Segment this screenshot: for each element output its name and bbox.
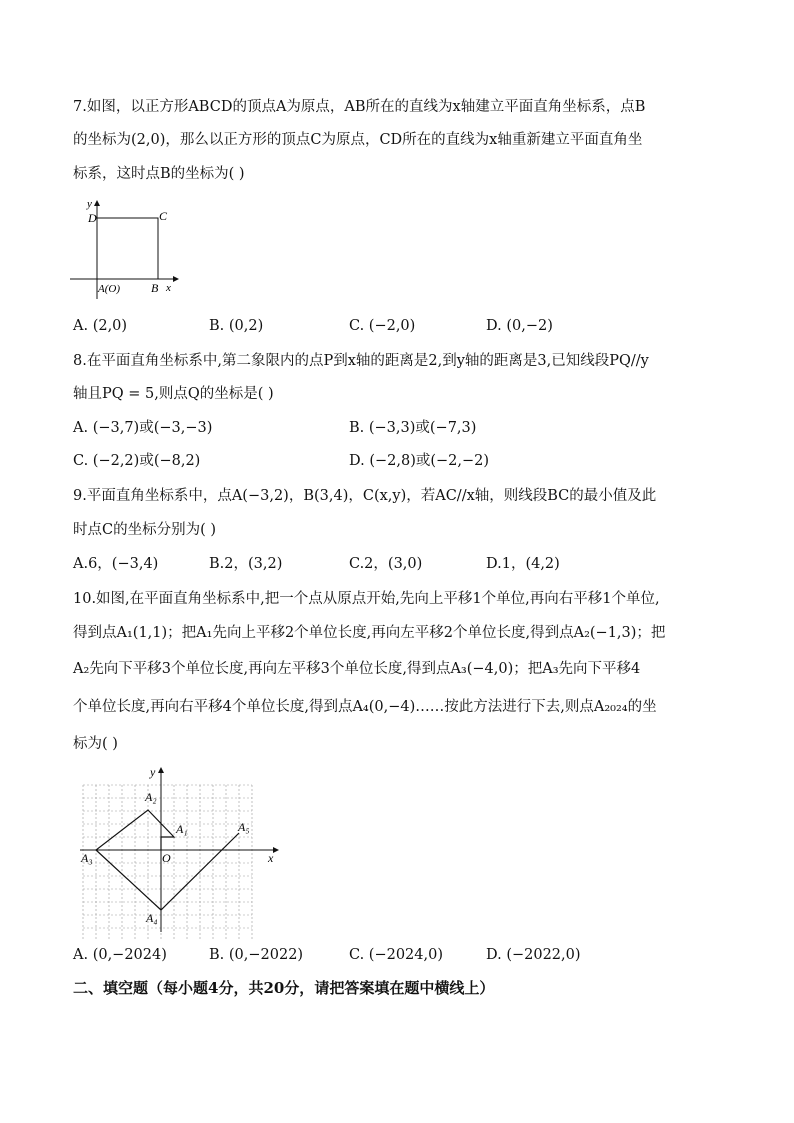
q7-option-a[interactable]: A. (2,0) (73, 318, 128, 334)
q7-line-1: 7.如图，以正方形ABCD的顶点A为原点，AB所在的直线为x轴建立平面直角坐标系，点B (73, 99, 646, 115)
q10-option-d[interactable]: D. (−2022,0) (486, 947, 581, 963)
q10-label-a5: A₅ (238, 820, 250, 834)
q7-label-ao: A(O) (98, 283, 120, 295)
q10-label-a2: A₂ (145, 790, 157, 804)
q10-label-x: x (268, 851, 274, 865)
q8-option-b[interactable]: B. (−3,3)或(−7,3) (349, 420, 477, 436)
q10-line-5: 标为( ) (73, 736, 118, 752)
q10-label-a4: A₄ (146, 911, 158, 925)
q8-line-2: 轴且PQ = 5,则点Q的坐标是( ) (73, 386, 274, 402)
section-2-heading: 二、填空题（每小题4分，共20分，请把答案填在题中横线上） (73, 979, 495, 997)
q10-option-a[interactable]: A. (0,−2024) (73, 947, 167, 963)
q9-option-b[interactable]: B.2，(3,2) (209, 556, 283, 572)
q8-option-d[interactable]: D. (−2,8)或(−2,−2) (349, 453, 490, 469)
q9-option-d[interactable]: D.1，(4,2) (486, 556, 560, 572)
q9-option-c[interactable]: C.2，(3,0) (349, 556, 423, 572)
q9-line-1: 9.平面直角坐标系中，点A(−3,2)，B(3,4)，C(x,y)，若AC//x轴，则线段BC的最小值及此 (73, 488, 657, 504)
q10-line-2: 得到点A₁(1,1)；把A₁先向上平移2个单位长度,再向左平移2个单位长度,得到点A₂(−1,3)；把 (73, 625, 666, 641)
q10-label-o: O (162, 851, 171, 865)
q8-option-a[interactable]: A. (−3,7)或(−3,−3) (73, 420, 213, 436)
q9-line-2: 时点C的坐标分别为( ) (73, 522, 217, 538)
q7-label-b: B (151, 281, 159, 295)
q10-label-y: y (150, 765, 156, 779)
q7-label-x: x (166, 282, 171, 294)
q8-line-1: 8.在平面直角坐标系中,第二象限内的点P到x轴的距离是2,到y轴的距离是3,已知线段PQ//y (73, 353, 649, 369)
q7-line-2: 的坐标为(2,0)，那么以正方形的顶点C为原点，CD所在的直线为x轴重新建立平面直角坐 (73, 132, 643, 148)
q10-line-3: A₂先向下平移3个单位长度,再向左平移3个单位长度,得到点A₃(−4,0)；把A₃先向下平移4 (73, 661, 641, 677)
q7-option-b[interactable]: B. (0,2) (209, 318, 264, 334)
q10-line-4: 个单位长度,再向右平移4个单位长度,得到点A₄(0,−4)……按此方法进行下去,则点A₂₀₂₄的坐 (73, 699, 657, 715)
q7-option-d[interactable]: D. (0,−2) (486, 318, 553, 334)
q10-label-a1: A₁ (176, 822, 188, 836)
q10-option-c[interactable]: C. (−2024,0) (349, 947, 443, 963)
q7-label-d: D (88, 211, 97, 225)
q10-grid-figure (70, 760, 290, 940)
q7-label-c: C (159, 209, 168, 223)
q9-option-a[interactable]: A.6，(−3,4) (73, 556, 159, 572)
q10-line-1: 10.如图,在平面直角坐标系中,把一个点从原点开始,先向上平移1个单位,再向右平移1个单位, (73, 591, 660, 607)
q10-label-a3: A₃ (81, 851, 93, 865)
q7-square-abcd (97, 218, 158, 279)
q7-square-figure (70, 195, 190, 305)
q7-option-c[interactable]: C. (−2,0) (349, 318, 416, 334)
q10-option-b[interactable]: B. (0,−2022) (209, 947, 304, 963)
q8-option-c[interactable]: C. (−2,2)或(−8,2) (73, 453, 201, 469)
q7-label-y: y (87, 198, 92, 210)
q7-line-3: 标系，这时点B的坐标为( ) (73, 166, 245, 182)
